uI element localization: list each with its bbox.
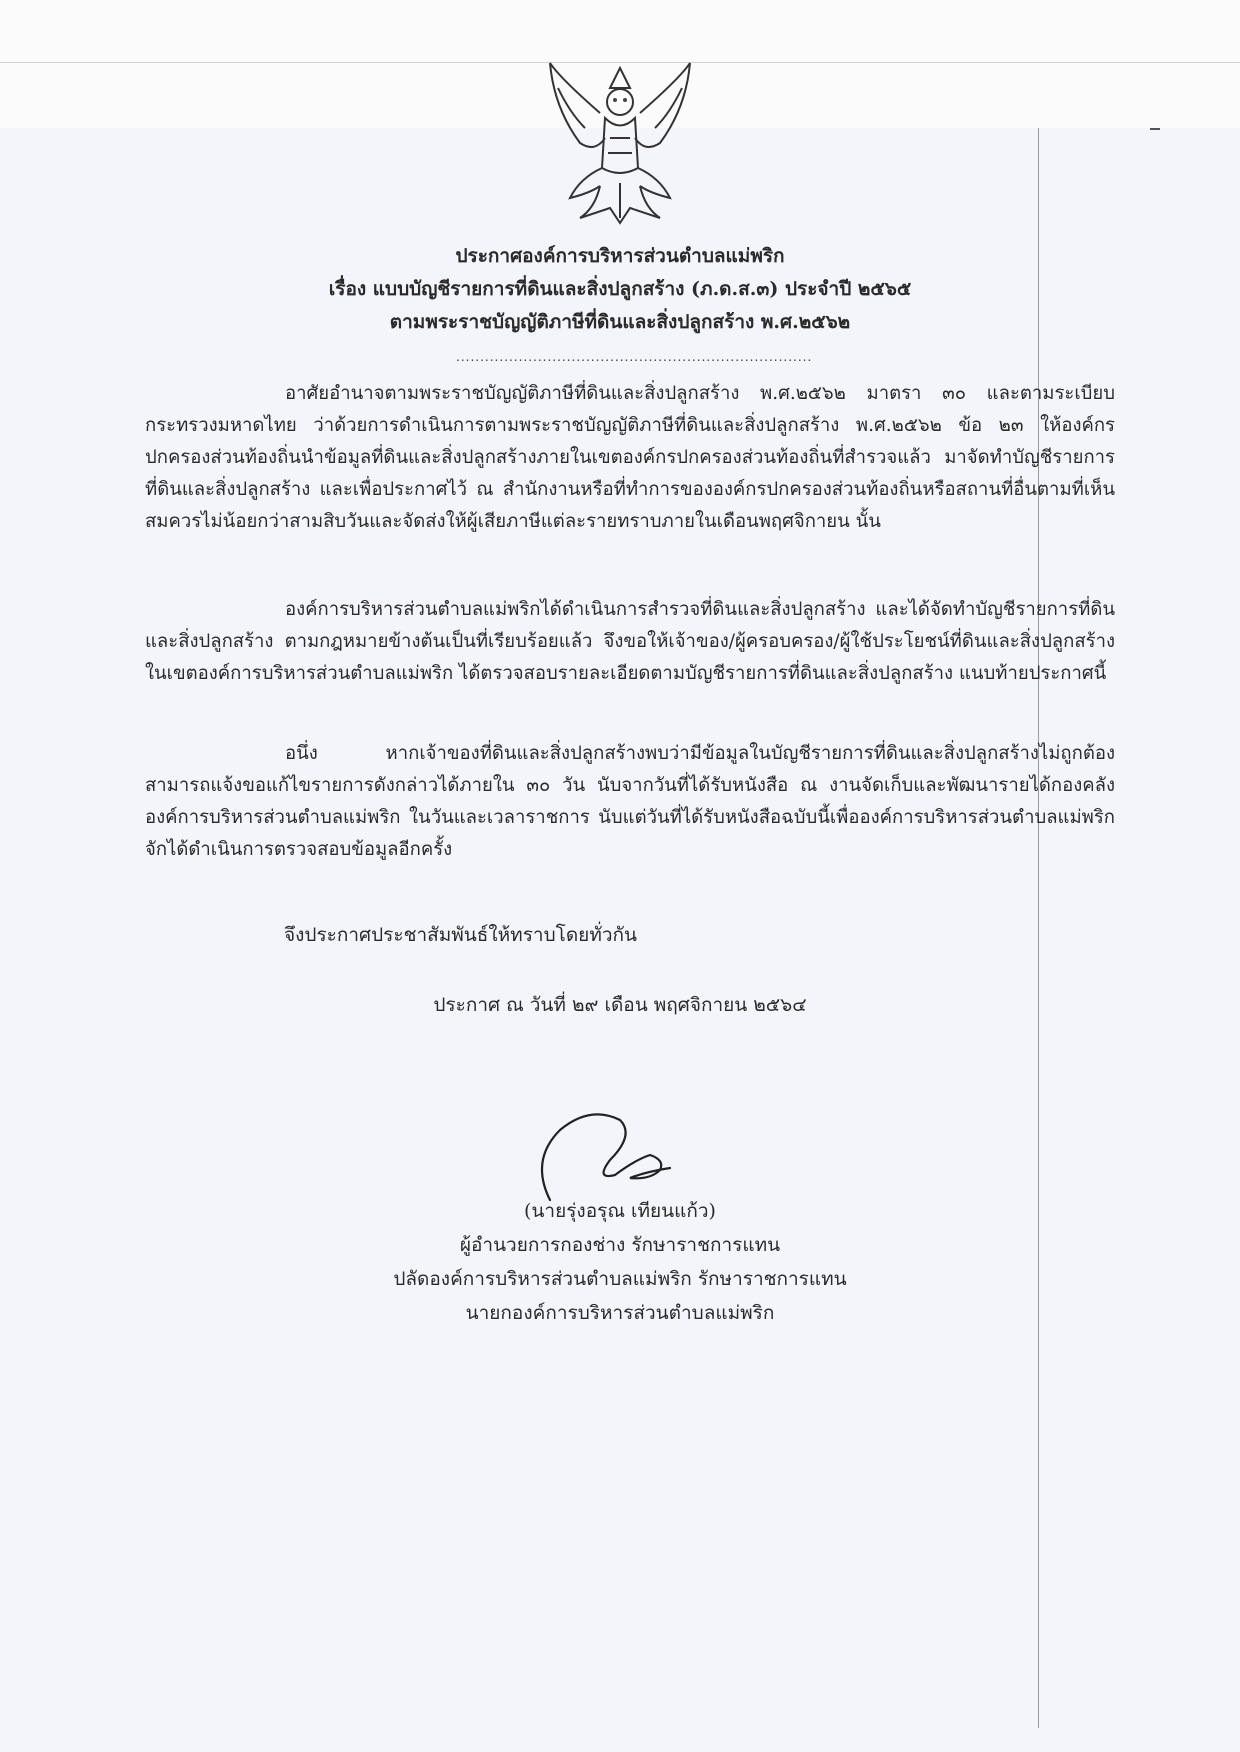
paragraph-1: [145, 378, 1115, 538]
document-title: [260, 240, 980, 339]
scan-artifact-vertical-line: [1038, 128, 1039, 1728]
signatory-position-1: ผู้อำนวยการกองช่าง รักษาราชการแทน: [459, 1234, 781, 1256]
paragraph-3-text: อนึ่ง หากเจ้าของที่ดินและสิ่งปลูกสร้างพบว่ามีข้อมูลในบัญชีรายการที่ดินและสิ่งปลูกสร้างไม่ถูกต้อง สามารถแจ้งขอแก้ไขรายการดังกล่าวได้ภายใน ๓๐ วัน นับจากวันที่ได้รับหนังสือ ณ งานจัดเก็บและพัฒนารายได้กองคลัง องค์การบริหารส่วนตำบลแม่พริก ในวันและเวลาราชการ นับแต่วันที่ได้รับหนังสือฉบับนี้เพื่อองค์การบริหารส่วนตำบลแม่พริก จักได้ดำเนินการตรวจสอบข้อมูลอีกครั้ง: [145, 743, 1115, 860]
title-separator: ..........................................................................: [456, 350, 813, 364]
paragraph-3: [145, 738, 1115, 866]
title-line-1: ประกาศองค์การบริหารส่วนตำบลแม่พริก: [455, 245, 785, 267]
paragraph-2: [145, 594, 1115, 690]
title-line-2: เรื่อง แบบบัญชีรายการที่ดินและสิ่งปลูกสร้าง (ภ.ด.ส.๓) ประจำปี ๒๕๖๕: [328, 278, 912, 300]
signatory-position-3: นายกองค์การบริหารส่วนตำบลแม่พริก: [465, 1302, 775, 1324]
scan-artifact-mark: [1150, 128, 1160, 130]
paragraph-1-text: อาศัยอำนาจตามพระราชบัญญัติภาษีที่ดินและสิ่งปลูกสร้าง พ.ศ.๒๕๖๒ มาตรา ๓๐ และตามระเบียบกระทรวงมหาดไทย ว่าด้วยการดำเนินการตามพระราชบัญญัติภาษีที่ดินและสิ่งปลูกสร้าง พ.ศ.๒๕๖๒ ข้อ ๒๓ ให้องค์กรปกครองส่วนท้องถิ่นนำข้อมูลที่ดินและสิ่งปลูกสร้างภายในเขตองค์กรปกครองส่วนท้องถิ่นที่สำรวจแล้ว มาจัดทำบัญชีรายการที่ดินและสิ่งปลูกสร้าง และเพื่อประกาศไว้ ณ สำนักงานหรือที่ทำการขององค์กรปกครองส่วนท้องถิ่นหรือสถานที่อื่นตามที่เห็นสมควรไม่น้อยกว่าสามสิบวันและจัดส่งให้ผู้เสียภาษีแต่ละรายทราบภายในเดือนพฤศจิกายน นั้น: [145, 383, 1115, 532]
signatory-position-2: ปลัดองค์การบริหารส่วนตำบลแม่พริก รักษาราชการแทน: [393, 1268, 847, 1290]
paragraph-2-text: องค์การบริหารส่วนตำบลแม่พริกได้ดำเนินการสำรวจที่ดินและสิ่งปลูกสร้าง และได้จัดทำบัญชีรายการที่ดินและสิ่งปลูกสร้าง ตามกฎหมายข้างต้นเป็นที่เรียบร้อยแล้ว จึงขอให้เจ้าของ/ผู้ครอบครอง/ผู้ใช้ประโยชน์ที่ดินและสิ่งปลูกสร้างในเขตองค์การบริหารส่วนตำบลแม่พริก ได้ตรวจสอบรายละเอียดตามบัญชีรายการที่ดินและสิ่งปลูกสร้าง แนบท้ายประกาศนี้: [145, 599, 1115, 684]
garuda-emblem-icon: [540, 58, 700, 228]
title-line-3: ตามพระราชบัญญัติภาษีที่ดินและสิ่งปลูกสร้าง พ.ศ.๒๕๖๒: [389, 311, 851, 333]
date-line: ประกาศ ณ วันที่ ๒๙ เดือน พฤศจิกายน ๒๕๖๔: [433, 994, 807, 1016]
signatory-name: (นายรุ่งอรุณ เทียนแก้ว): [524, 1200, 716, 1222]
signature-block: [370, 1194, 870, 1330]
announcement-line: จึงประกาศประชาสัมพันธ์ให้ทราบโดยทั่วกัน: [284, 924, 638, 946]
